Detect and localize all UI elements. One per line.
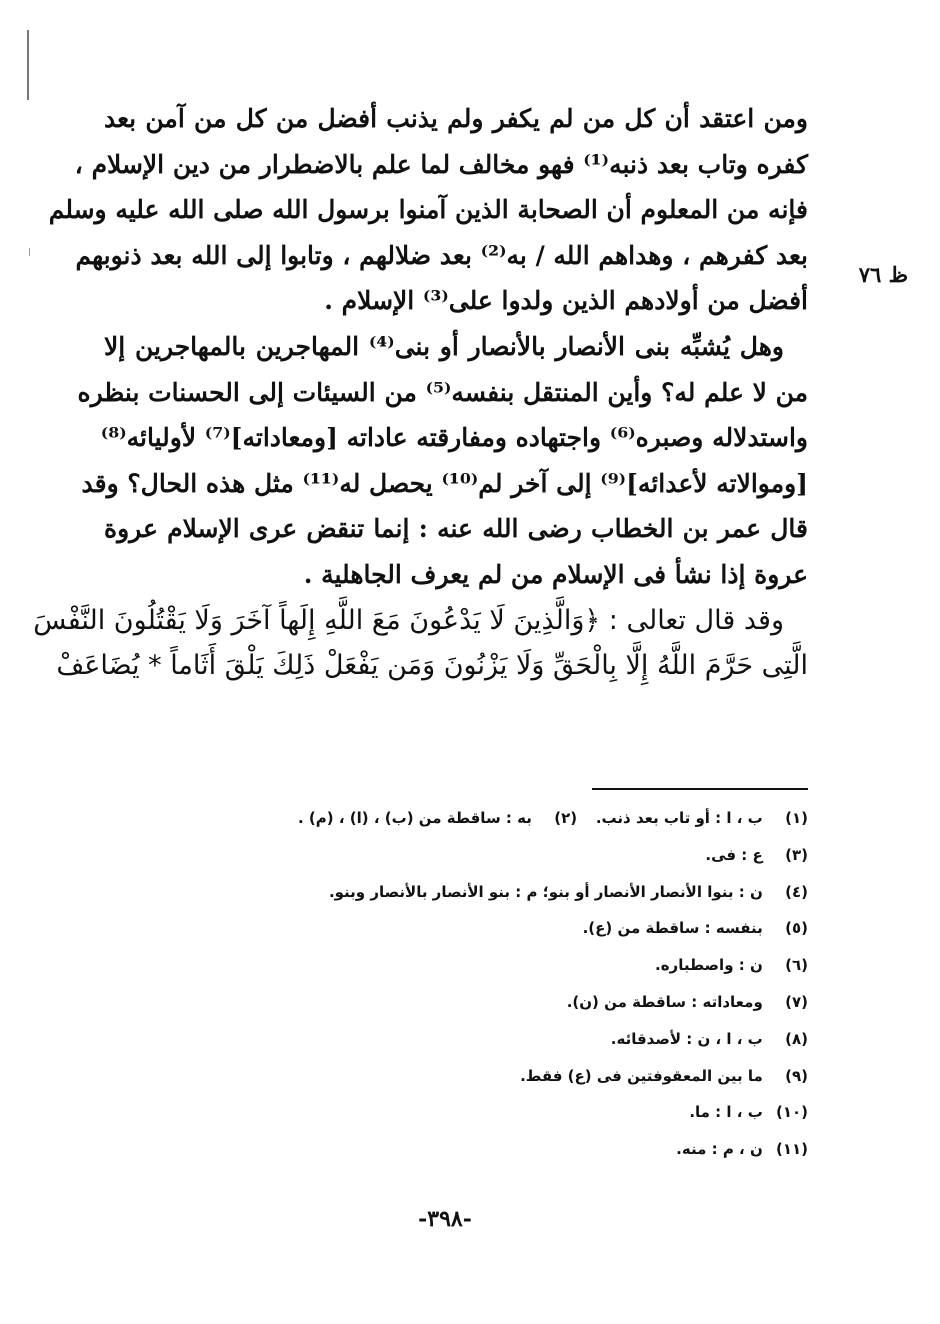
text-line: كفره وتاب بعد ذنبه⁽¹⁾ فهو مخالف لما علم بالاضطرار من دين الإسلام ، [74,149,808,179]
footnote [120,910,808,947]
footnote-number: (٣) [785,845,808,864]
footnote-number: (٧) [785,992,808,1011]
footnote-number: (٤) [785,882,808,901]
text-line: أفضل من أولادهم الذين ولدوا على⁽³⁾ الإسلام . [324,286,808,316]
footnote-text: بنفسه : ساقطة من (ع). [582,919,763,938]
page-number: -٣٩٨- [418,1206,472,1232]
footnote [120,800,808,837]
text-line: قال عمر بن الخطاب رضى الله عنه : إنما تنقض عرى الإسلام عروة [104,514,808,544]
footnote [120,874,808,911]
footnote-number: (١١) [775,1140,808,1159]
footnote-number: (٥) [785,919,808,938]
footnote-text: ع : فى. [705,845,763,864]
main-text [33,96,808,689]
scan-edge-mark [29,248,30,256]
footnote-inline [298,800,577,837]
footnote-text: ما بين المعقوفتين فى (ع) فقط. [520,1066,763,1085]
footnote [120,1094,808,1131]
footnote [120,1058,808,1095]
footnote-number: (٦) [785,956,808,975]
footnote-text: به : ساقطة من (ب) ، (ا) ، (م) . [298,809,532,827]
text-line: وهل يُشبِّه بنى الأنصار بالأنصار أو بنى⁽⁴⁾ المهاجرين بالمهاجرين إلا [104,331,784,361]
text-line: من لا علم له؟ وأين المنتقل بنفسه⁽⁵⁾ من السيئات إلى الحسنات بنظره [77,377,808,407]
footnote [120,837,808,874]
footnote [120,1131,808,1168]
footnote-text: ب ، ا : أو تاب بعد ذنب. [595,809,763,827]
margin-note: ظ ٧٦ [858,262,908,287]
footnote [120,984,808,1021]
quran-verse-line: وقد قال تعالى : ﴿وَالَّذِينَ لَا يَدْعُونَ مَعَ اللَّهِ إِلَهاً آخَرَ وَلَا يَقْتُلُونَ النَّفْسَ [33,604,784,636]
footnote-text: ن : بنوا الأنصار الأنصار أو بنو؛ م : بنو الأنصار بالأنصار وبنو. [328,882,763,901]
footnote-text: ن ، م : منه. [676,1140,763,1159]
footnote-text: ب ، ا ، ن : لأصدقائه. [610,1029,763,1048]
text-line: واستدلاله وصبره⁽⁶⁾ واجتهاده ومفارقته عاداته [ومعاداته]⁽⁷⁾ لأوليائه⁽⁸⁾ [100,423,808,453]
footnote-separator [592,788,808,790]
text-line: بعد كفرهم ، وهداهم الله / به⁽²⁾ بعد ضلالهم ، وتابوا إلى الله بعد ذنوبهم [75,240,808,270]
footnote-number: (٩) [785,1066,808,1085]
footnote-number: (١٠) [775,1103,808,1122]
text-line: فإنه من المعلوم أن الصحابة الذين آمنوا برسول الله صلى الله عليه وسلم [48,195,808,225]
footnote [120,947,808,984]
text-line: [وموالاته لأعدائه]⁽⁹⁾ إلى آخر لم⁽¹⁰⁾ يحصل له⁽¹¹⁾ مثل هذه الحال؟ وقد [81,468,808,498]
scan-edge-mark [27,30,29,100]
footnote [120,1021,808,1058]
footnote-text: ومعاداته : ساقطة من (ن). [566,992,763,1011]
footnote-number: (١) [785,809,808,827]
quran-verse-line: الَّتِى حَرَّمَ اللَّهُ إِلَّا بِالْحَقِّ وَلَا يَزْنُونَ وَمَن يَفْعَلْ ذَلِكَ يَلْقَ أَثَاماً * يُضَاعَفْ [56,650,808,682]
footnote-number: (٢) [554,809,578,827]
text-line: ومن اعتقد أن كل من لم يكفر ولم يذنب أفضل من كل من آمن بعد [104,104,808,133]
text-line: عروة إذا نشأ فى الإسلام من لم يعرف الجاهلية . [303,559,808,589]
footnote-text: ب ، ا : ما. [689,1103,763,1122]
footnote-number: (٨) [785,1029,808,1048]
footnotes [120,800,808,1168]
footnote-text: ن : واصطباره. [655,956,763,975]
